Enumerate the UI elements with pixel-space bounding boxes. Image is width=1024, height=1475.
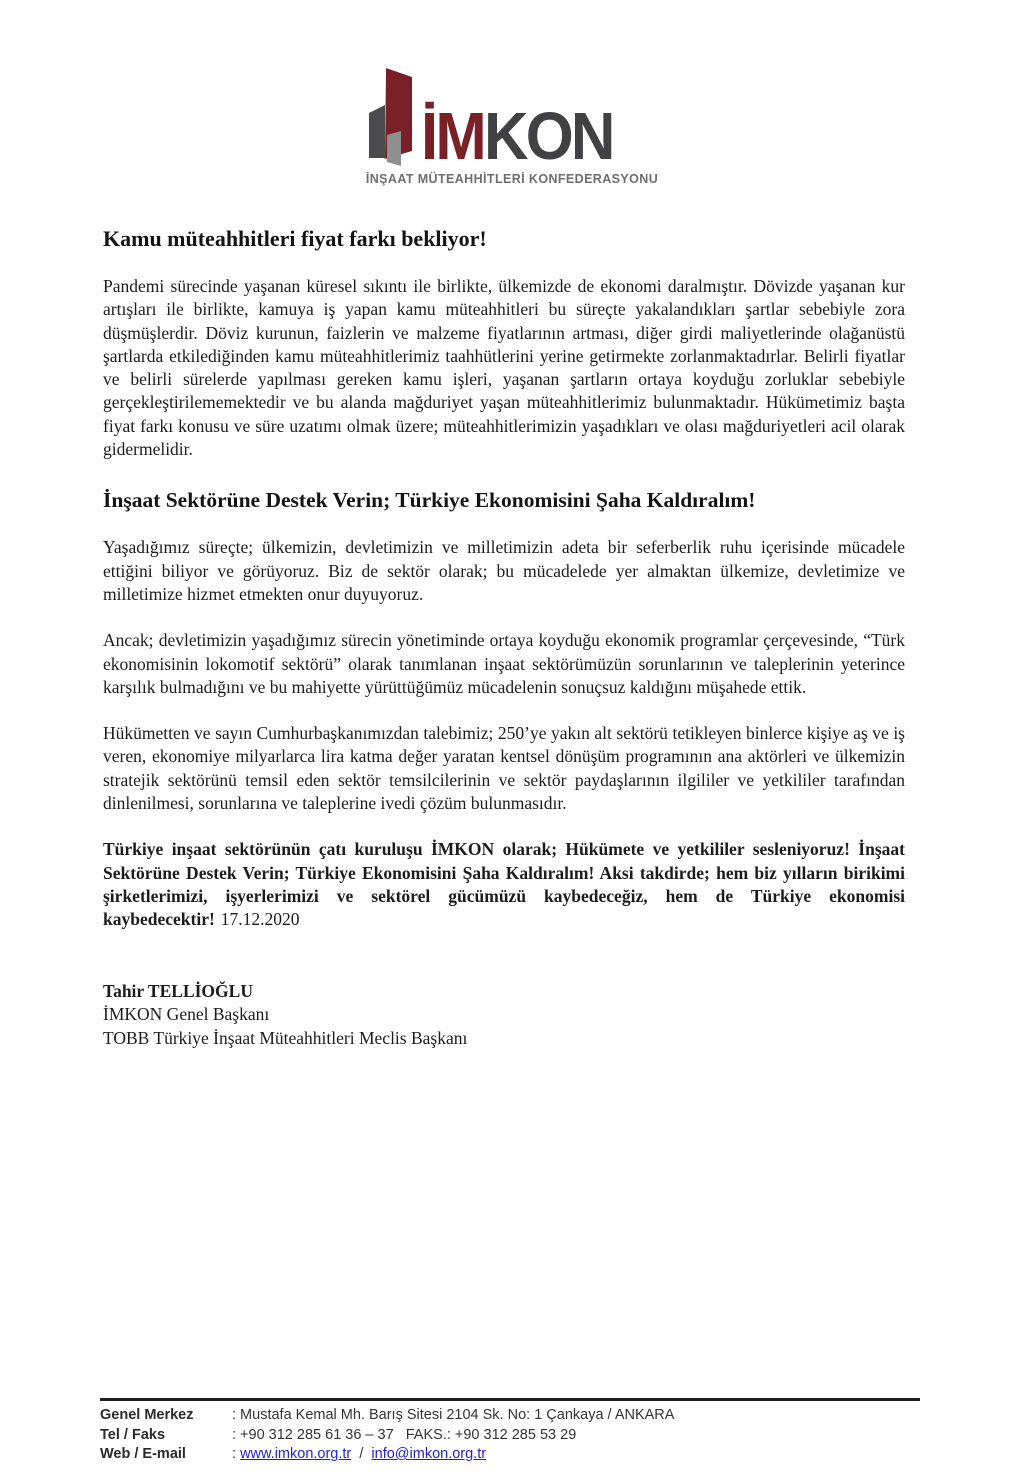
footer-address-value: : Mustafa Kemal Mh. Barış Sitesi 2104 Sk. No: 1 Çankaya / ANKARA xyxy=(232,1407,675,1423)
email-link[interactable]: info@imkon.org.tr xyxy=(371,1446,487,1462)
footer-tel-faks-value: : +90 312 285 61 36 – 37 FAKS.: +90 312 285 53 29 xyxy=(232,1426,577,1443)
paragraph-appeal xyxy=(103,838,905,931)
footer-label-genel-merkez: Genel Merkez xyxy=(100,1407,194,1423)
paragraph-mobilization: Yaşadığımız süreçte; ülkemizin, devletimizin ve milletimizin adeta bir seferberlik ruhu içerisinde mücadele ettiğini biliyor ve görüyoruz. Biz de sektör olarak; bu mücadelede yer almaktan ülkemize, devletimize ve milletimize hizmet etmekten onur duyuyoruz. xyxy=(103,537,905,604)
footer-colon: : xyxy=(232,1446,241,1462)
footer-row-address xyxy=(100,1406,920,1426)
wordmark-kon: KON xyxy=(483,99,613,175)
signature-block xyxy=(103,980,905,1051)
signatory-name: Tahir TELLİOĞLU xyxy=(103,980,253,1001)
paragraph-however: Ancak; devletimizin yaşadığımız sürecin yönetiminde ortaya koyduğu ekonomik programlar çerçevesinde, “Türk ekonomisinin lokomotif sektörü” olarak tanımlanan inşaat sektörümüzün sorunlarının ve taleplerinin yeterince karşılık bulmadığını ve bu mahiyette yürüttüğümüz mücadelenin sonuçsuz kaldığını müşahede ettik. xyxy=(103,630,905,697)
signatory-title-imkon: İMKON Genel Başkanı xyxy=(103,1004,270,1025)
document-title: Kamu müteahhitleri fiyat farkı bekliyor! xyxy=(103,226,487,251)
imkon-logo xyxy=(366,58,658,186)
imkon-buildings-icon xyxy=(366,58,416,168)
document-date: 17.12.2020 xyxy=(220,909,300,930)
letter-body xyxy=(103,226,905,1050)
section-heading-support: İnşaat Sektörüne Destek Verin; Türkiye Ekonomisini Şaha Kaldıralım! xyxy=(103,488,756,513)
footer-label-web-email: Web / E-mail xyxy=(100,1446,186,1462)
appeal-bold-text: Türkiye inşaat sektörünün çatı kuruluşu İMKON olarak; Hükümete ve yetkililer sesleniyoruz! İnşaat Sektörüne Destek Verin; Türkiye Ekonomisini Şaha Kaldıralım! Aksi takdirde; hem biz yılların birikimi şirketlerimizi, işyerlerimizi ve sektörel gücümüzü kaybedeceğiz, hem de Türkiye ekonomisi kaybedecektir! xyxy=(103,839,905,930)
footer-link-separator: / xyxy=(351,1446,372,1462)
wordmark-im: İM xyxy=(420,99,484,175)
footer-row-web-email xyxy=(100,1445,920,1465)
footer-row-tel-faks xyxy=(100,1426,920,1446)
letterhead xyxy=(0,0,1024,186)
imkon-subtitle: İNŞAAT MÜTEAHHİTLERİ KONFEDERASYONU xyxy=(365,172,659,186)
letterhead-footer xyxy=(100,1398,920,1465)
website-link[interactable]: www.imkon.org.tr xyxy=(240,1446,352,1462)
footer-web-email-value xyxy=(232,1445,486,1465)
signatory-title-tobb: TOBB Türkiye İnşaat Müteahhitleri Meclis Başkanı xyxy=(103,1027,468,1048)
imkon-wordmark xyxy=(420,99,613,175)
paragraph-pandemic: Pandemi sürecinde yaşanan küresel sıkıntı ile birlikte, ülkemizde de ekonomi daralmıştır. Dövizde yaşanan kur artışları ile birlikte, kamuya iş yapan kamu müteahhitleri bu süreçte yakalandıkları şartlar sebebiyle zora düşmüşlerdir. Döviz kurunun, faizlerin ve malzeme fiyatlarının artması, diğer girdi maliyetlerinde olağanüstü şartlarda etkilediğinden kamu müteahhitlerimiz taahhütlerini yerine getirmekte zorlanmaktadırlar. Belirli fiyatlar ve belirli sürelerde yapılması gereken kamu işleri, yaşanan şartların ortaya koyduğu zorluklar sebebiyle gerçekleştirilememektedir ve bu alanda mağduriyet yaşan müteahhitlerimiz bulunmaktadır. Hükümetimiz başta fiyat farkı konusu ve süre uzatımı olmak üzere; müteahhitlerimizin yaşadıkları ve olası mağduriyetleri acil olarak gidermelidir. xyxy=(103,276,905,460)
footer-label-tel-faks: Tel / Faks xyxy=(100,1426,166,1443)
paragraph-demand: Hükümetten ve sayın Cumhurbaşkanımızdan talebimiz; 250’ye yakın alt sektörü tetikleyen binlerce kişiye aş ve iş veren, ekonomiye milyarlarca lira katma değer yaratan kentsel dönüşüm programının ana aktörleri ve ülkemizin stratejik sektörünü temsil eden sektör temsilcilerinin ve sektör paydaşlarının ilgililer ve yetkililer tarafından dinlenilmesi, sorunlarına ve taleplerine ivedi çözüm bulunmasıdır. xyxy=(103,723,905,814)
